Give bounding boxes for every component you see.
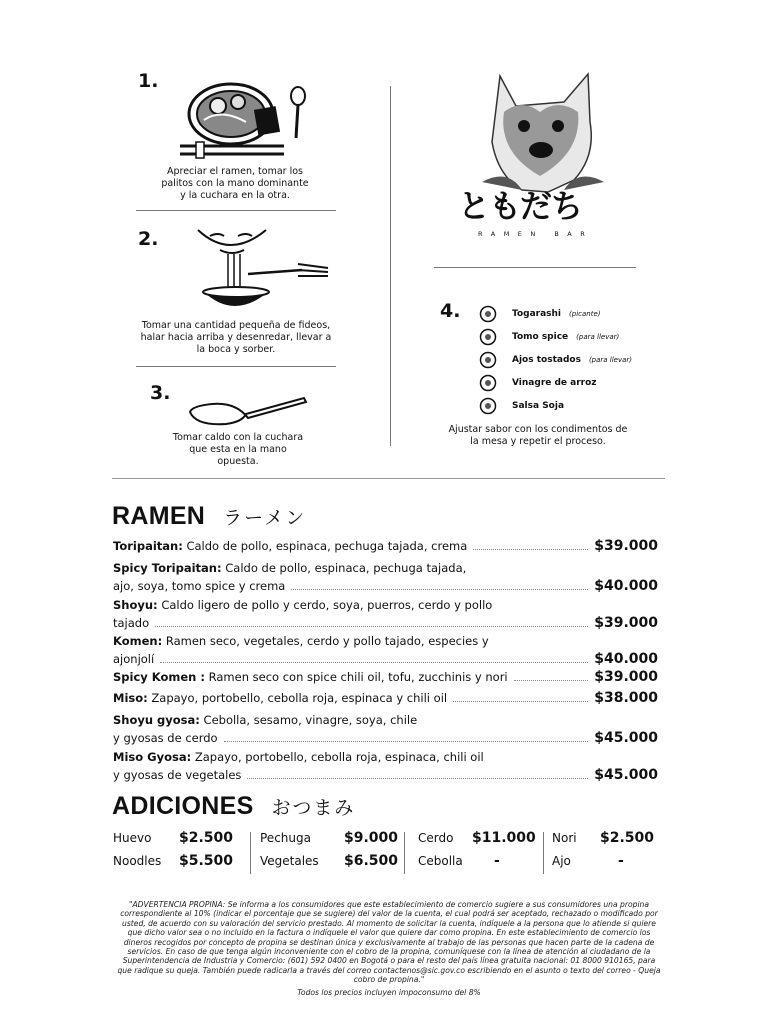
brand-subtitle: RAMEN BAR xyxy=(478,230,594,238)
adiciones-divider xyxy=(404,832,405,874)
ramen-item xyxy=(113,597,658,632)
condiment-name: Salsa Soja xyxy=(512,401,565,411)
ramen-item-text xyxy=(113,561,466,575)
condiment-note: (picante) xyxy=(569,310,601,318)
ramen-item-text xyxy=(113,690,447,708)
ramen-item-description: Ramen seco con spice chili oil, tofu, zucchinis y nori xyxy=(208,670,508,684)
adiciones-divider xyxy=(543,832,544,874)
ramen-item-name: Miso: xyxy=(113,691,148,705)
ramen-item xyxy=(113,690,658,708)
condiment-name: Tomo spice xyxy=(512,332,569,342)
ramen-item-line xyxy=(113,690,658,708)
ramen-item xyxy=(113,560,658,595)
ramen-item-name: Komen: xyxy=(113,634,163,648)
ramen-item xyxy=(113,669,658,687)
adicion-price: - xyxy=(618,853,624,869)
ramen-item-price: $39.000 xyxy=(594,614,658,631)
ramen-item-text xyxy=(113,598,492,612)
adicion-price: $2.500 xyxy=(179,830,234,846)
step-1-text: Apreciar el ramen, tomar los palitos con la mano dominante y la cuchara en la otra. xyxy=(161,166,309,201)
ramen-item-text xyxy=(113,615,149,633)
ramen-item-text xyxy=(113,669,508,687)
ramen-item-line xyxy=(113,749,658,767)
ramen-item-name: Spicy Komen : xyxy=(113,670,205,684)
ramen-item-description: Caldo ligero de pollo y cerdo, soya, puerros, cerdo y pollo xyxy=(161,598,493,612)
ramen-item-text xyxy=(113,634,489,648)
dot-leader xyxy=(453,700,588,702)
section-divider xyxy=(112,478,665,479)
ramen-item-description: Caldo de pollo, espinaca, pechuga tajada, crema xyxy=(186,539,468,553)
adicion-item xyxy=(418,830,536,846)
ramen-item-price: $39.000 xyxy=(594,538,658,554)
dog-mascot-logo xyxy=(478,72,608,194)
ramen-item-line xyxy=(113,578,658,596)
adicion-name: Cerdo xyxy=(418,831,454,845)
soy-sauce-icon xyxy=(478,397,498,418)
step-1-number: 1. xyxy=(138,70,159,92)
condiment-item xyxy=(478,303,601,325)
spoon-illustration xyxy=(186,394,310,428)
ramen-item-description: ajo, soya, tomo spice y crema xyxy=(113,578,286,593)
ramen-item-description: Zapayo, portobello, cebolla roja, espinaca y chili oil xyxy=(151,691,448,705)
step-divider xyxy=(136,210,336,211)
dot-leader xyxy=(291,588,588,590)
step-3-number: 3. xyxy=(150,382,171,404)
condiment-note: (para llevar) xyxy=(588,356,633,364)
ramen-item-line xyxy=(113,633,658,651)
step-2-number: 2. xyxy=(138,228,159,250)
ramen-section-title xyxy=(112,502,306,531)
ramen-item xyxy=(113,633,658,668)
adicion-name: Cebolla xyxy=(418,854,463,868)
adiciones-divider xyxy=(250,832,251,874)
condiment-note: (para llevar) xyxy=(576,333,620,341)
ramen-item-line xyxy=(113,538,658,556)
ramen-item-description: Caldo de pollo, espinaca, pechuga tajada, xyxy=(225,561,467,575)
adicion-name: Vegetales xyxy=(260,854,319,868)
condiment-name: Ajos tostados xyxy=(512,355,581,365)
dot-leader xyxy=(473,548,588,550)
togarashi-icon xyxy=(478,305,498,326)
ramen-item-line xyxy=(113,767,658,785)
ramen-item-price: $45.000 xyxy=(594,729,658,746)
step-3-text: Tomar caldo con la cuchara que esta en la mano opuesta. xyxy=(172,432,304,467)
adicion-price: $5.500 xyxy=(179,853,234,869)
ramen-item-name: Miso Gyosa: xyxy=(113,750,192,764)
dot-leader xyxy=(155,625,588,627)
adicion-name: Noodles xyxy=(113,854,162,868)
step-4-text: Ajustar sabor con los condimentos de la mesa y repetir el proceso. xyxy=(448,424,628,447)
garlic-icon xyxy=(478,351,498,372)
adicion-price: $9.000 xyxy=(344,830,399,846)
adicion-item xyxy=(418,853,500,869)
dot-leader xyxy=(514,679,589,681)
ramen-item-price: $38.000 xyxy=(594,690,658,706)
adicion-price: $6.500 xyxy=(344,853,399,869)
ramen-item-text xyxy=(113,538,467,556)
dot-leader xyxy=(247,777,588,779)
ramen-item-text xyxy=(113,713,417,727)
tax-footer-note: Todos los precios incluyen impoconsumo del 8% xyxy=(297,988,481,997)
condiment-name: Vinagre de arroz xyxy=(512,378,597,388)
ramen-item-price: $40.000 xyxy=(594,577,658,594)
ramen-item-line xyxy=(113,730,658,748)
condiment-item xyxy=(478,395,564,417)
adicion-price: $2.500 xyxy=(600,830,655,846)
brand-divider xyxy=(434,267,636,268)
ramen-item xyxy=(113,749,658,784)
ramen-item-line xyxy=(113,615,658,633)
step-divider xyxy=(136,366,336,367)
adicion-item xyxy=(260,853,398,869)
ramen-item-description: tajado xyxy=(113,615,150,630)
column-divider xyxy=(390,86,391,446)
ramen-item xyxy=(113,538,658,556)
ramen-item-line xyxy=(113,712,658,730)
ramen-title-japanese: ラーメン xyxy=(223,507,307,529)
ramen-item-price: $45.000 xyxy=(594,766,658,783)
step-2-text: Tomar una cantidad pequeña de fideos, halar hacia arriba y desenredar, llevar a la boca y sorber. xyxy=(140,320,332,355)
ramen-item-text xyxy=(113,730,218,748)
ramen-item-description: y gyosas de vegetales xyxy=(113,767,242,782)
vinegar-icon xyxy=(478,374,498,395)
condiment-item xyxy=(478,372,597,394)
ramen-item-line xyxy=(113,651,658,669)
adicion-name: Pechuga xyxy=(260,831,311,845)
ramen-item-description: Cebolla, sesamo, vinagre, soya, chile xyxy=(203,713,418,727)
ramen-item-name: Toripaitan: xyxy=(113,539,183,553)
tip-disclaimer: "ADVERTENCIA PROPINA: Se informa a los consumidores que este establecimiento de comercio sugiere a sus consumidores una propina correspondiente al 10% (indicar el porcentaje que se sugiere) del valor de la cuenta, el cual podrá ser aceptado, rechazado o modificado por usted, de acuerdo con su valoración del servicio prestado. Al momento de solicitar la cuenta, indíquele a la persona que lo atiende si quiere que dicho valor sea o no incluido en la factura o indíquele el valor que quiere dar como propina. En este establecimiento de comercio los dineros recogidos por concepto de propina se destinan única y exclusivamente al trabajo de las personas que hacen parte de la cadena de servicios. En caso de que tenga algún inconveniente con el cobro de la propina, comuníquese con la línea de atención al ciudadano de la Superintendencia de Industria y Comercio: (601) 592 0400 en Bogotá o para el resto del país línea gratuita nacional: 01 8000 910165, para que radique su queja. También puede radicarla a través del correo contactenos@sic.gov.co escribiendo en el asunto o texto del correo - Queja cobro de propina." xyxy=(117,900,661,985)
ramen-item-text xyxy=(113,651,154,669)
ramen-item-price: $39.000 xyxy=(594,669,658,685)
ramen-item-description: Ramen seco, vegetales, cerdo y pollo tajado, especies y xyxy=(165,634,489,648)
step-4-number: 4. xyxy=(440,300,461,322)
adiciones-title-japanese: おつまみ xyxy=(271,797,356,819)
adicion-price: - xyxy=(494,853,500,869)
adicion-item xyxy=(552,830,654,846)
tomo-spice-icon xyxy=(478,328,498,349)
condiment-name: Togarashi xyxy=(512,309,562,319)
ramen-item-text xyxy=(113,767,241,785)
ramen-item-description: Zapayo, portobello, cebolla roja, espinaca, chili oil xyxy=(194,750,484,764)
ramen-item-description: y gyosas de cerdo xyxy=(113,730,218,745)
adicion-name: Huevo xyxy=(113,831,152,845)
adiciones-title: ADICIONES xyxy=(112,792,254,820)
ramen-item-name: Shoyu: xyxy=(113,598,158,612)
ramen-item-text xyxy=(113,578,285,596)
ramen-item-text xyxy=(113,750,484,764)
ramen-item-line xyxy=(113,560,658,578)
brand-logo-text: ともだち xyxy=(458,187,583,225)
dot-leader xyxy=(160,661,588,663)
adicion-item xyxy=(260,830,398,846)
dot-leader xyxy=(224,740,589,742)
adicion-name: Ajo xyxy=(552,854,571,868)
adicion-item xyxy=(552,853,624,869)
adicion-name: Nori xyxy=(552,831,577,845)
ramen-item-line xyxy=(113,669,658,687)
adicion-item xyxy=(113,830,233,846)
ramen-item-name: Spicy Toripaitan: xyxy=(113,561,222,575)
ramen-item-price: $40.000 xyxy=(594,650,658,667)
adiciones-section-title xyxy=(112,792,355,821)
ramen-item-line xyxy=(113,597,658,615)
ramen-title: RAMEN xyxy=(112,502,206,530)
ramen-item xyxy=(113,712,658,747)
condiment-item xyxy=(478,326,619,348)
ramen-item-name: Shoyu gyosa: xyxy=(113,713,200,727)
adicion-item xyxy=(113,853,233,869)
eating-face-illustration xyxy=(190,226,332,314)
adicion-price: $11.000 xyxy=(472,830,536,846)
ramen-item-description: ajonjolí xyxy=(113,651,155,666)
condiment-item xyxy=(478,349,632,371)
ramen-bowl-illustration xyxy=(176,78,316,162)
